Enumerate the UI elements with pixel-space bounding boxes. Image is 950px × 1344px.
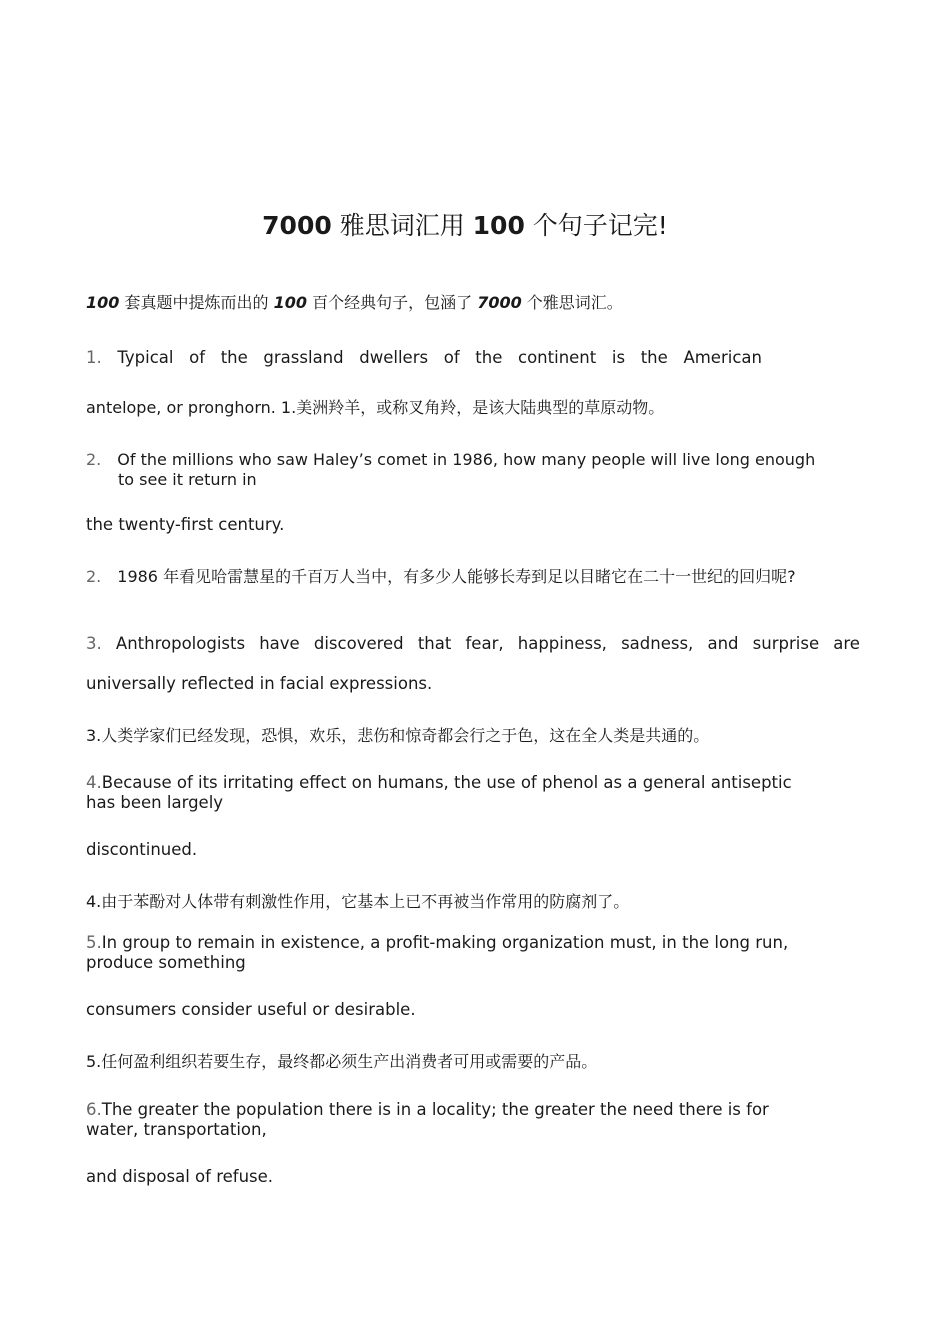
sentence-6-line-2: and disposal of refuse. [86, 1167, 274, 1186]
sentence-5-line-1: 5.In group to remain in existence, a profit-making organization must, in the long run, [86, 933, 789, 952]
sentence-4-line-1b: has been largely [86, 793, 224, 812]
sentence-5-line-2: consumers consider useful or desirable. [86, 1000, 416, 1019]
sentence-5-translation: 5.任何盈利组织若要生存，最终都必须生产出消费者可用或需要的产品。 [86, 1052, 598, 1071]
sentence-1-line-2: antelope, or pronghorn. 1.美洲羚羊，或称叉角羚，是该大陆典型的草原动物。 [86, 398, 665, 417]
sentence-5-line-1b: produce something [86, 953, 246, 972]
sentence-3-translation: 3.人类学家们已经发现，恐惧，欢乐，悲伤和惊奇都会行之于色，这在全人类是共通的。 [86, 726, 710, 745]
page-title: 7000 雅思词汇用 100 个句子记完! [262, 211, 668, 240]
sentence-3-line-1: 3. Anthropologists have discovered that fear, happiness, sadness, and surprise are [86, 634, 860, 653]
sentence-1-line-1: 1. Typical of the grassland dwellers of the continent is the American [86, 348, 762, 367]
sentence-6-line-1: 6.The greater the population there is in a locality; the greater the need there is for [86, 1100, 769, 1119]
sentence-3-line-2: universally reflected in facial expressions. [86, 674, 433, 693]
sentence-2-translation: 2. 1986 年看见哈雷慧星的千百万人当中，有多少人能够长寿到足以目睹它在二十一世纪的回归呢? [86, 567, 796, 586]
sentence-4-line-1: 4.Because of its irritating effect on humans, the use of phenol as a general antiseptic [86, 773, 792, 792]
sentence-2-line-1: 2. Of the millions who saw Haley’s comet in 1986, how many people will live long enough [86, 450, 816, 469]
sentence-4-translation: 4.由于苯酚对人体带有刺激性作用，它基本上已不再被当作常用的防腐剂了。 [86, 892, 630, 911]
sentence-6-line-1b: water, transportation, [86, 1120, 267, 1139]
intro-text: 100 套真题中提炼而出的 100 百个经典句子，包涵了 7000 个雅思词汇。 [86, 293, 623, 312]
sentence-4-line-2: discontinued. [86, 840, 198, 859]
sentence-1-number: 1. [86, 348, 102, 367]
sentence-3-number: 3. [86, 634, 102, 653]
sentence-2-line-1b: to see it return in [118, 470, 257, 489]
sentence-2-line-2: the twenty-first century. [86, 515, 285, 534]
